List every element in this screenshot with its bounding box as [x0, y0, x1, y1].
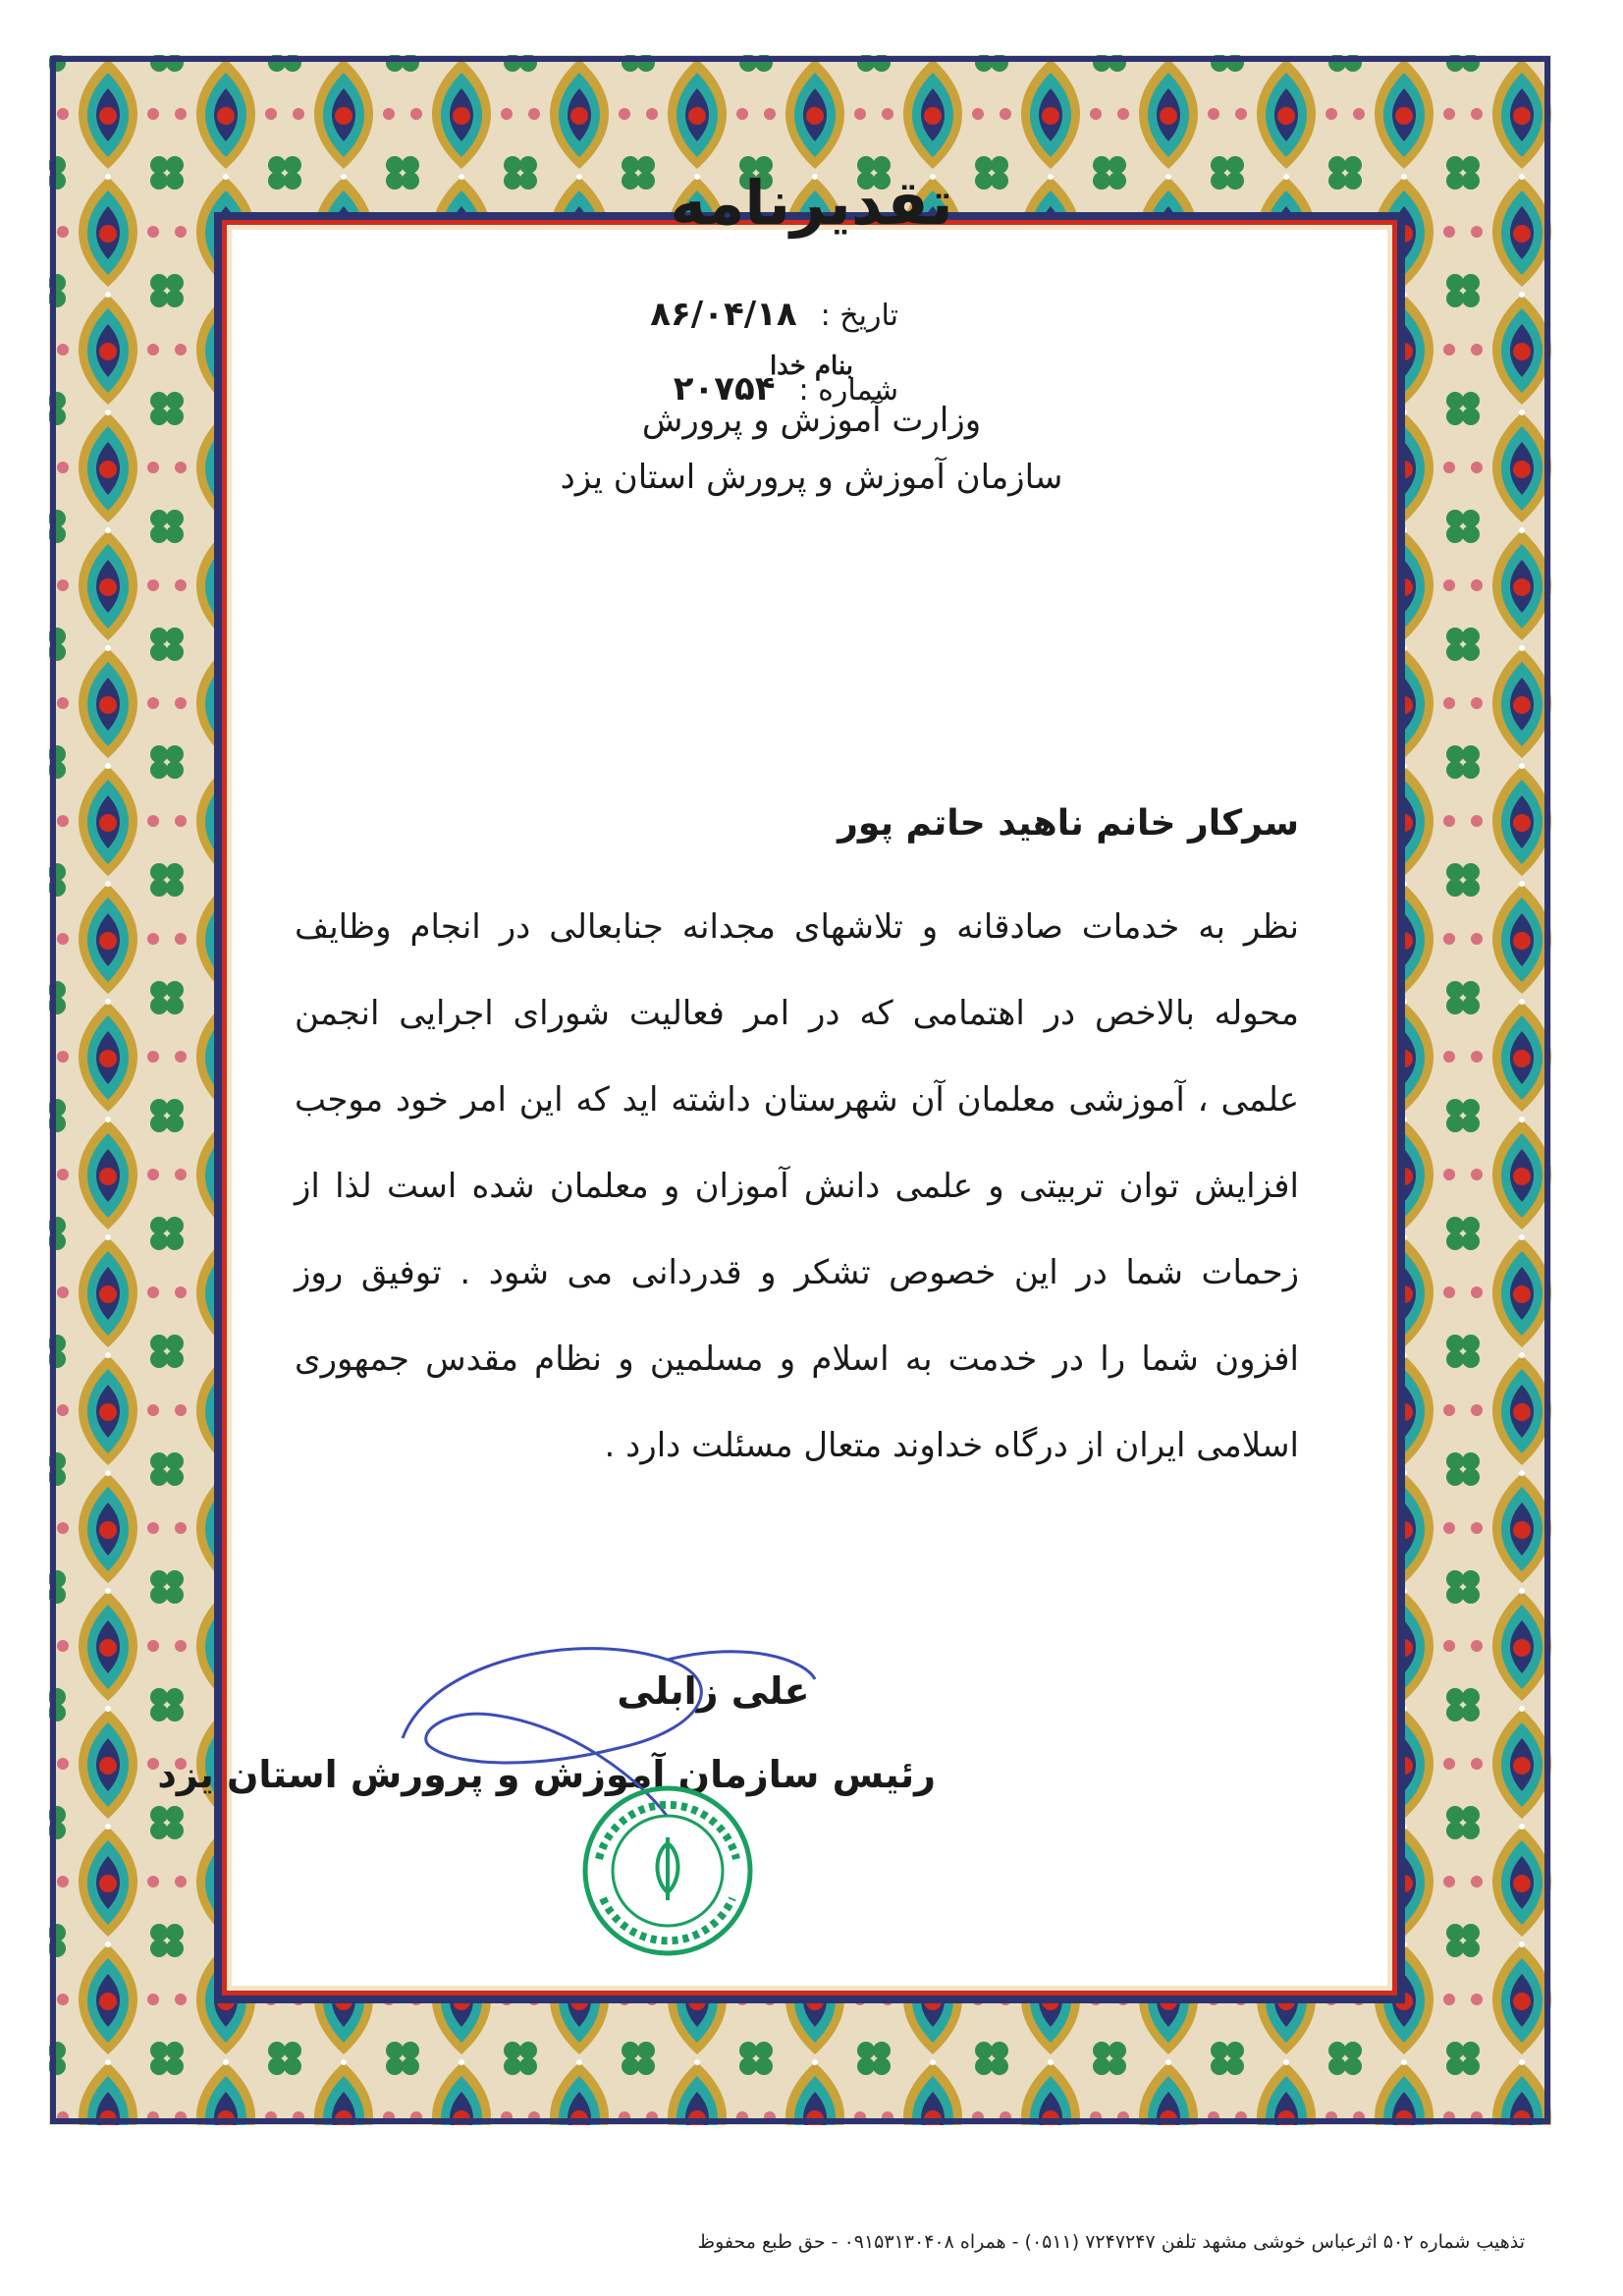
signer-name: علی زابلی — [617, 1669, 810, 1713]
printer-imprint: تذهیب شماره ۵۰۲ اثرعباس خوشی مشهد تلفن ۷۲۴۷۲۴۷ (۰۵۱۱) - همراه ۰۹۱۵۳۱۳۰۴۰۸ - حق طبع محفوظ — [697, 2231, 1525, 2253]
ministry-name: وزارت آموزش و پرورش — [641, 401, 982, 440]
signer-title: رئیس سازمان آموزش و پرورش استان یزد — [157, 1753, 936, 1796]
official-seal — [579, 1782, 756, 1959]
organization-name: سازمان آموزش و پرورش استان یزد — [560, 458, 1063, 497]
date-label: تاریخ : — [820, 299, 898, 333]
number-label: شماره : — [798, 373, 898, 408]
certificate-title: تقدیرنامه — [670, 167, 953, 239]
date-row — [650, 295, 898, 334]
recipient-salutation: سرکار خانم ناهید حاتم پور — [838, 803, 1299, 844]
appreciation-text: نظر به خدمات صادقانه و تلاشهای مجدانه جنابعالی در انجام وظایف محوله بالاخص در اهتمامی که در امر فعالیت شورای اجرایی انجمن علمی ، آموزشی معلمان آن شهرستان داشته اید که این امر خود موجب افزایش توان تربیتی و علمی دانش آموزان و معلمان شده است لذا از زحمات شما در این خصوص تشکر و قدردانی می شود . توفیق روز افزون شما را در خدمت به اسلام و مسلمین و نظام مقدس جمهوری اسلامی ایران از درگاه خداوند متعال مسئلت دارد . — [295, 907, 1299, 1465]
invocation: بنام خدا — [769, 352, 854, 381]
number-value: ۲۰۷۵۴ — [673, 369, 776, 409]
date-value: ۸۶/۰۴/۱۸ — [650, 295, 797, 334]
